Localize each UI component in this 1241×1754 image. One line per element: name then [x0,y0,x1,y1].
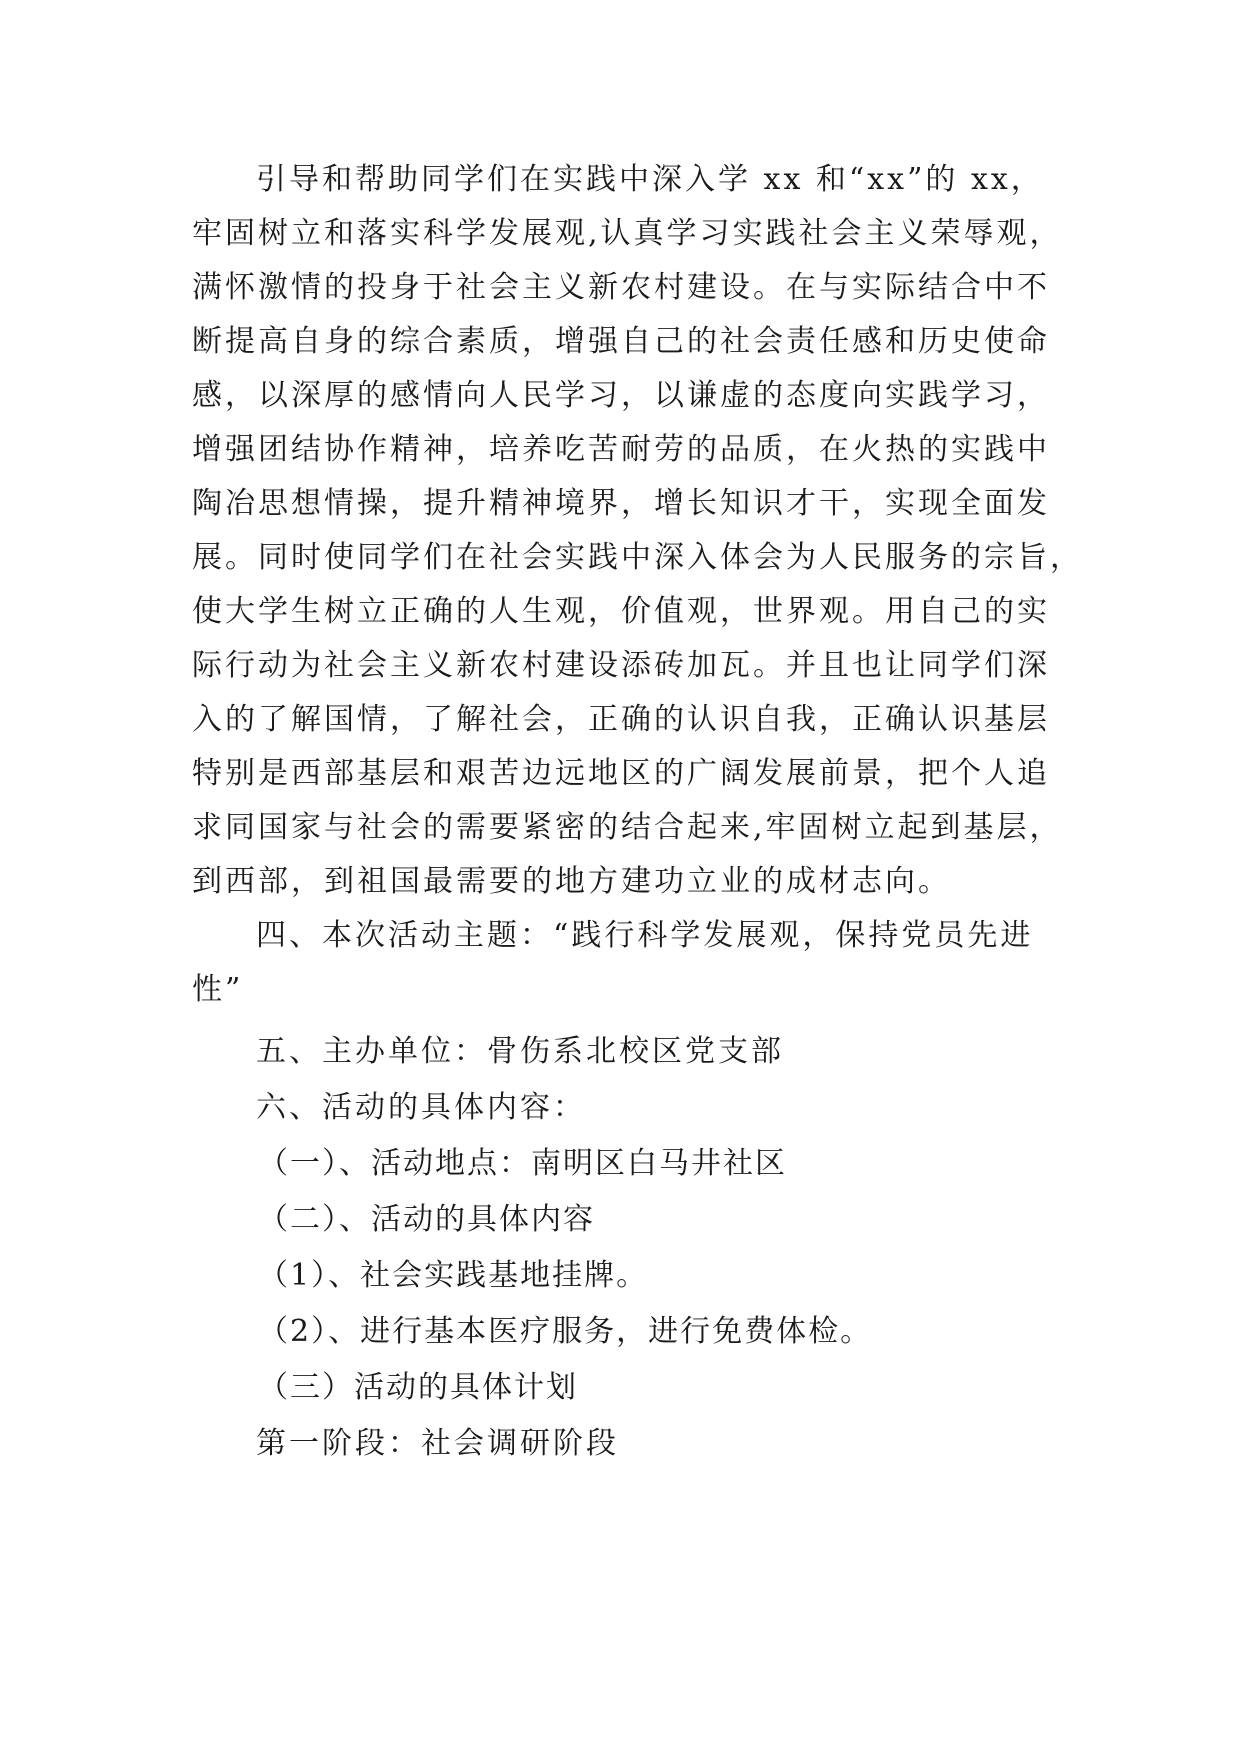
section-heading-content: 六、活动的具体内容： [256,1090,586,1125]
section-heading-organizer: 五、主办单位：骨伤系北校区党支部 [256,1034,784,1069]
list-item: （一）、活动地点：南明区白马井社区 [258,1146,787,1181]
stage-heading: 第一阶段：社会调研阶段 [256,1426,619,1461]
paragraph-line: 到西部，到祖国最需要的地方建功立业的成材志向。 [192,864,951,899]
paragraph-line: 使大学生树立正确的人生观，价值观，世界观。用自己的实 [192,594,1050,629]
list-item: （1）、社会实践基地挂牌。 [258,1258,649,1293]
paragraph-line: 感，以深厚的感情向人民学习，以谦虚的态度向实践学习， [192,378,1050,413]
paragraph-line: 求同国家与社会的需要紧密的结合起来,牢固树立起到基层， [192,810,1063,845]
list-item: （三）活动的具体计划 [258,1370,578,1405]
paragraph-line: 牢固树立和落实科学发展观,认真学习实践社会主义荣辱观， [192,216,1063,251]
paragraph-line: 陶冶思想情操，提升精神境界，增长知识才干，实现全面发 [192,486,1050,521]
list-item: （2）、进行基本医疗服务，进行免费体检。 [258,1314,873,1349]
paragraph-line: 展。同时使同学们在社会实践中深入体会为人民服务的宗旨， [192,540,1083,575]
paragraph-line: 性” [192,972,244,1007]
paragraph-line: 特别是西部基层和艰苦边远地区的广阔发展前景，把个人追 [192,756,1050,791]
paragraph-line: 入的了解国情，了解社会，正确的认识自我，正确认识基层 [192,702,1050,737]
paragraph-line: 际行动为社会主义新农村建设添砖加瓦。并且也让同学们深 [192,648,1050,683]
paragraph-line: 引导和帮助同学们在实践中深入学 xx 和“xx”的 xx， [256,162,1044,197]
list-item: （二）、活动的具体内容 [258,1202,595,1237]
paragraph-line: 断提高自身的综合素质，增强自己的社会责任感和历史使命 [192,324,1050,359]
section-heading-theme: 四、本次活动主题：“践行科学发展观，保持党员先进 [256,918,1034,953]
paragraph-line: 增强团结协作精神，培养吃苦耐劳的品质，在火热的实践中 [192,432,1050,467]
paragraph-line: 满怀激情的投身于社会主义新农村建设。在与实际结合中不 [192,270,1050,305]
